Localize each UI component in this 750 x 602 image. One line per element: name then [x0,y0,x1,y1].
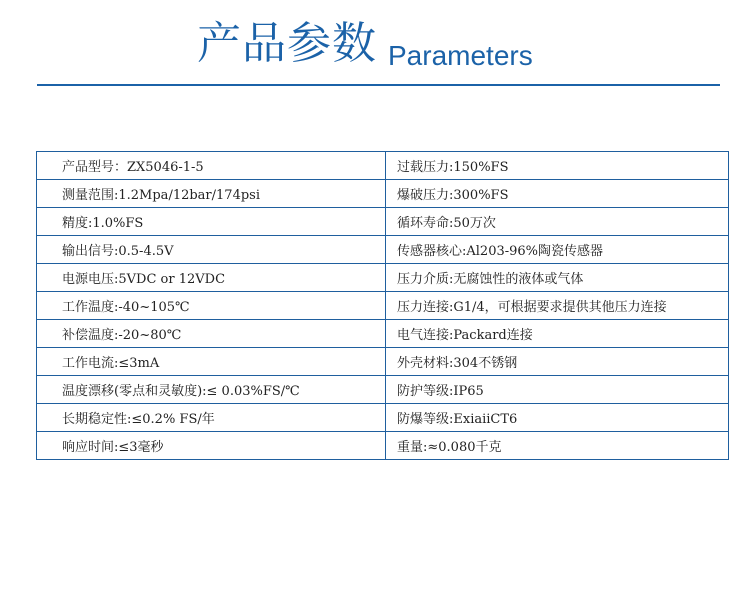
table-row [37,432,729,460]
table-row [37,348,729,376]
parameter-cell-right: 爆破压力:300%FS [386,180,729,208]
page-title-english: Parameters [388,40,533,71]
table-row [37,264,729,292]
parameters-table [36,151,729,460]
page-header [0,0,750,90]
parameter-cell-left: 电源电压:5VDC or 12VDC [37,264,386,292]
parameter-cell-right: 传感器核心:Al203-96%陶瓷传感器 [386,236,729,264]
table-row [37,208,729,236]
parameter-cell-right: 压力连接:G1/4，可根据要求提供其他压力连接 [386,292,729,320]
parameter-cell-left: 长期稳定性:≤0.2% FS/年 [37,404,386,432]
table-row [37,152,729,180]
parameter-cell-left: 工作温度:-40~105℃ [37,292,386,320]
table-row [37,320,729,348]
parameter-cell-left: 测量范围:1.2Mpa/12bar/174psi [37,180,386,208]
parameter-cell-right: 防护等级:IP65 [386,376,729,404]
page-title-chinese: 产品参数 [197,18,377,69]
parameter-cell-left: 补偿温度:-20~80℃ [37,320,386,348]
parameter-cell-right: 压力介质:无腐蚀性的液体或气体 [386,264,729,292]
table-row [37,404,729,432]
parameter-cell-right: 防爆等级:ExiaⅱCT6 [386,404,729,432]
parameter-cell-right: 电气连接:Packard连接 [386,320,729,348]
parameter-cell-right: 循环寿命:50万次 [386,208,729,236]
table-row [37,376,729,404]
header-divider [37,84,720,86]
parameter-cell-left: 响应时间:≤3毫秒 [37,432,386,460]
table-row [37,180,729,208]
parameter-cell-left: 输出信号:0.5-4.5V [37,236,386,264]
parameter-cell-right: 重量:≈0.080千克 [386,432,729,460]
parameter-cell-left: 产品型号：ZX5046-1-5 [37,152,386,180]
parameter-cell-right: 外壳材料:304不锈钢 [386,348,729,376]
table-row [37,236,729,264]
parameter-cell-left: 工作电流:≤3mA [37,348,386,376]
parameter-cell-left: 温度漂移(零点和灵敏度):≤ 0.03%FS/℃ [37,376,386,404]
parameter-cell-right: 过载压力:150%FS [386,152,729,180]
parameter-cell-left: 精度:1.0%FS [37,208,386,236]
table-row [37,292,729,320]
